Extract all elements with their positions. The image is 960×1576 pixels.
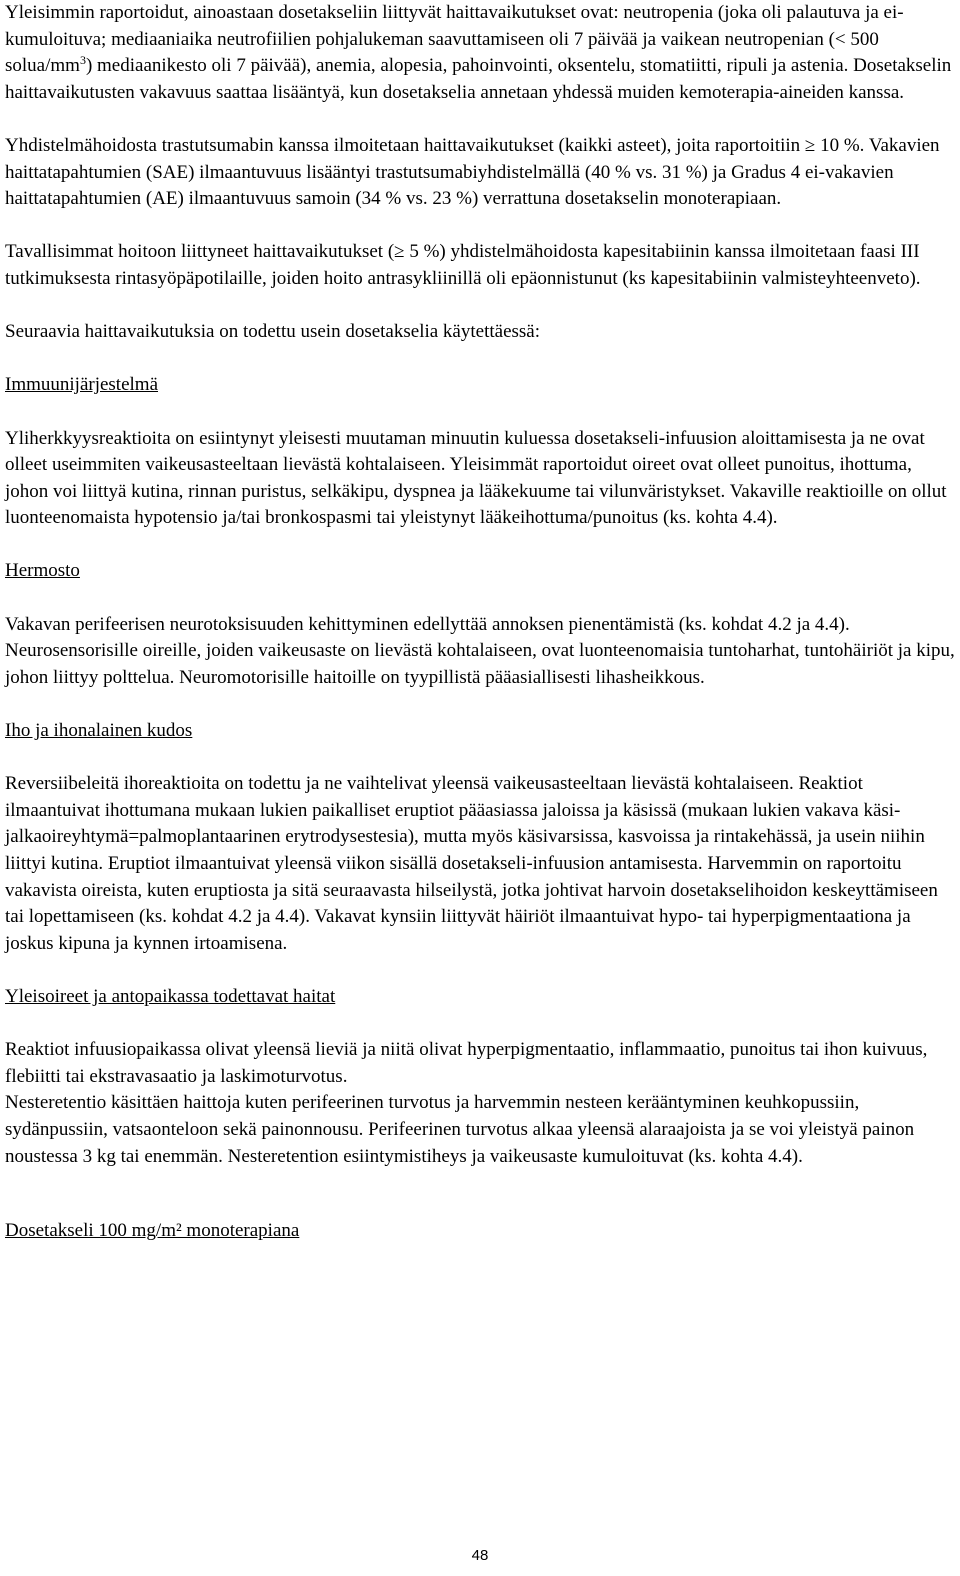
heading-skin: Iho ja ihonalainen kudos [5,720,193,742]
heading-nervous-system: Hermosto [5,560,80,582]
heading-monotherapy: Dosetakseli 100 mg/m² monoterapiana [5,1220,300,1242]
paragraph-trastuzumab-combination: Yhdistelmähoidosta trastutsumabin kanssa ilmoitetaan haittavaikutukset (kaikki asteet), joita raportoitiin ≥ 10 %. Vakavien haittatapahtumien (SAE) ilmaantuvuus lisääntyi trastutsumabiyhdistelmällä (40 % vs. 31 %) ja Gradus 4 ei-vakavien haittatapahtumien (AE) ilmaantuvuus samoin (34 % vs. 23 %) verrattuna dosetakselin monoterapiaan. [5,134,940,210]
text-part: ) mediaanikesto oli 7 päivää), anemia, alopesia, pahoinvointi, oksentelu, stomatiitti, ripuli ja astenia. Dosetakselin haittavaikutusten vakavuus saattaa lisääntyä, kun dosetakselia annetaan yhdessä muiden kemoterapia-aineiden kanssa. [5,55,952,103]
paragraph-fluid-retention: Nesteretentio käsittäen haittoja kuten perifeerinen turvotus ja harvemmin nesteen kerääntyminen keuhkopussiin, sydänpussiin, vatsaonteloon sekä painonnousu. Perifeerinen turvotus alkaa yleensä alaraajoista ja se voi yleistyä painon noustessa 3 kg tai enemmän. Nesteretention esiintymistiheys ja vaikeusaste kumuloituvat (ks. kohta 4.4). [5,1092,915,1167]
heading-general-disorders: Yleisoireet ja antopaikassa todettavat haitat [5,985,336,1007]
document-page [5,0,955,1245]
superscript: 3 [79,53,86,68]
paragraph-nervous-system: Vakavan perifeerisen neurotoksisuuden kehittyminen edellyttää annoksen pienentämistä (ks. kohdat 4.2 ja 4.4). Neurosensorisille oireille, joiden vaikeusaste on lievästä kohtalaiseen, ovat luonteenomaisia tuntoharhat, tuntohäiriöt ja kipu, johon liittyy polttelua. Neuromotorisille haitoille on tyypillistä pääasiallisesti lihasheikkous. [5,613,955,688]
heading-immune-system: Immuunijärjestelmä [5,374,159,396]
paragraph-infusion-site: Reaktiot infuusiopaikassa olivat yleensä lieviä ja niitä olivat hyperpigmentaatio, inflammaatio, punoitus tai ihon kuivuus, flebiitti tai ekstravasaatio ja laskimoturvotus. [5,1039,928,1087]
paragraph-intro-common-effects: Seuraavia haittavaikutuksia on todettu usein dosetakselia käytettäessä: [5,321,541,343]
paragraph-common-adverse-effects [5,0,955,106]
page-number: 48 [471,1547,489,1564]
text-part: Yleisimmin raportoidut, ainoastaan dosetakseliin liittyvät haittavaikutukset ovat: neutropenia (joka oli palautuva ja ei-kumuloituva; mediaaniaika neutrofiilien pohjalukeman saavuttamiseen oli 7 päivää ja vaikean neutropenian (< 500 solua/mm [5,2,904,77]
paragraph-immune-system: Yliherkkyysreaktioita on esiintynyt yleisesti muutaman minuutin kuluessa dosetakseli-infuusion aloittamisesta ja ne ovat olleet useimmiten vaikeusasteeltaan lievästä kohtalaiseen. Yleisimmät raportoidut oireet ovat olleet punoitus, ihottuma, johon voi liittyä kutina, rinnan puristus, selkäkipu, dyspnea ja lääkekuume tai vilunväristykset. Vakaville reaktioille on ollut luonteenomaista hypotensio ja/tai bronkospasmi tai yleistynyt lääkeihottuma/punoitus (ks. kohta 4.4). [5,427,947,529]
paragraph-skin: Reversiibeleitä ihoreaktioita on todettu ja ne vaihtelivat yleensä vaikeusasteeltaan lievästä kohtalaiseen. Reaktiot ilmaantuivat ihottumana mukaan lukien paikalliset eruptiot pääasiassa jaloissa ja käsissä (mukaan lukien vakava käsi-jalkaoireyhtymä=palmoplantaarinen erytrodysestesia), mutta myös käsivarsissa, kasvoissa ja rintakehässä, ja usein niihin liittyi kutina. Eruptiot ilmaantuivat yleensä viikon sisällä dosetakseli-infuusion antamisesta. Harvemmin on raportoitu vakavista oireista, kuten eruptiosta ja sitä seuraavasta hilseilystä, jotka johtivat harvoin dosetakselihoidon keskeyttämiseen tai lopettamiseen (ks. kohdat 4.2 ja 4.4). Vakavat kynsiin liittyvät häiriöt ilmaantuivat hypo- tai hyperpigmentaationa ja joskus kipuna ja kynnen irtoamisena. [5,773,938,954]
paragraph-capecitabine-combination: Tavallisimmat hoitoon liittyneet haittavaikutukset (≥ 5 %) yhdistelmähoidosta kapesitabiinin kanssa ilmoitetaan faasi III tutkimuksesta rintasyöpäpotilaille, joiden hoito antrasykliinillä oli epäonnistunut (ks kapesitabiinin valmisteyhteenveto). [5,241,921,289]
